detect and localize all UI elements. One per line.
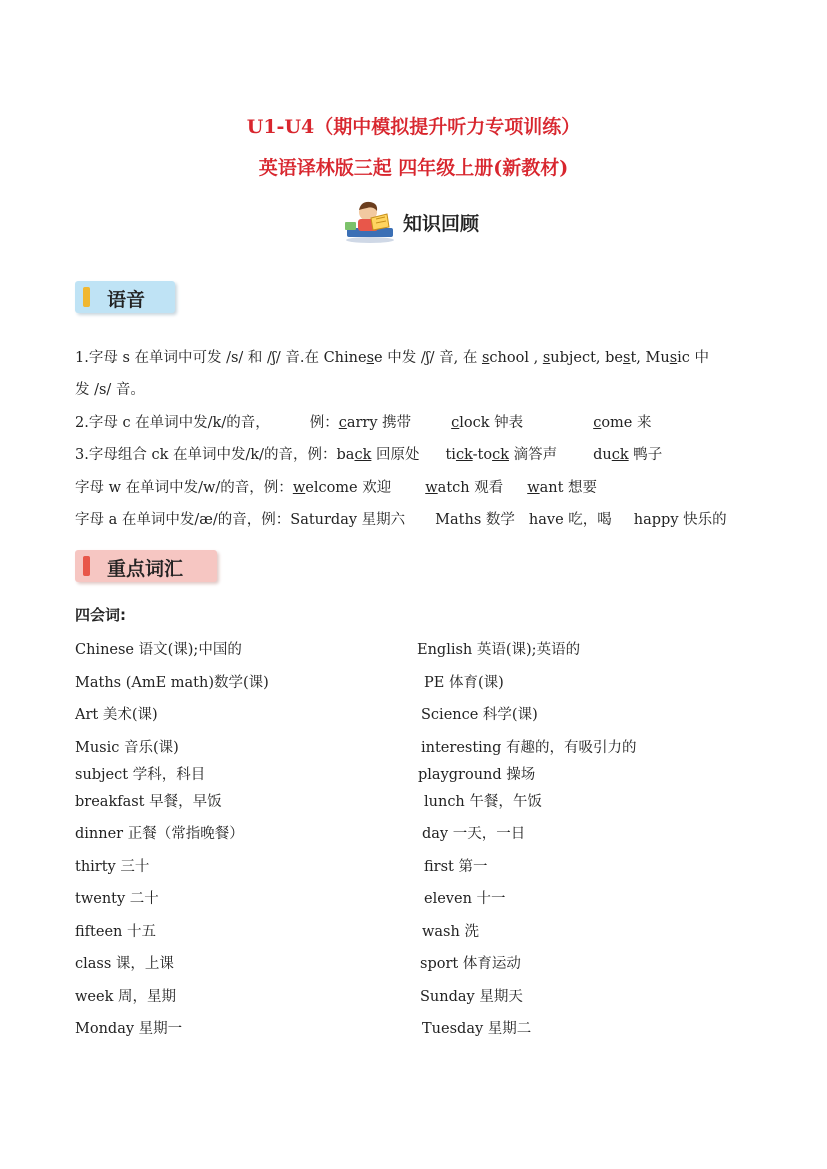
vocab-left-item: week 周，星期 [75,989,176,1005]
vocab-right-item: eleven 十一 [424,891,506,907]
vocab-right-item: lunch 午餐，午饭 [424,794,542,810]
vocab-left-item: Art 美术(课) [75,707,158,723]
vocab-left-item: dinner 正餐（常指晚餐） [75,826,244,842]
vocab-right-item: Science 科学(课) [421,707,538,723]
vocab-left-item: Maths (AmE math)数学(课) [75,675,269,691]
knowledge-review-label: 知识回顾 [403,212,480,235]
pronunciation-line-4: 字母 w 在单词中发/w/的音，例：welcome 欢迎 watch 观看 want 想要 [75,480,598,496]
vocab-left-item: thirty 三十 [75,859,150,875]
section-vocabulary-bar [75,550,217,582]
vocabulary-subheading: 四会词: [75,606,126,624]
vocab-right-item: playground 操场 [418,767,536,783]
reading-student-icon [343,200,397,244]
vocab-right-item: wash 洗 [422,924,479,940]
pronunciation-line-1-cont: 发 /s/ 音。 [75,382,145,398]
vocab-left-item: Music 音乐(课) [75,740,179,756]
section-pronunciation-title: 语音 [107,289,146,311]
pronunciation-line-2: 2.字母 c 在单词中发/k/的音， 例：carry 携带 clock 钟表 come 来 [75,415,652,431]
vocab-left-item: fifteen 十五 [75,924,156,940]
section-pronunciation-header [75,280,175,314]
vocab-right-item: interesting 有趣的，有吸引力的 [421,740,637,756]
section-vocabulary-title: 重点词汇 [107,558,184,580]
vocab-left-item: Monday 星期一 [75,1021,183,1037]
pronunciation-line-3: 3.字母组合 ck 在单词中发/k/的音，例：back 回原处 tick-tock 滴答声 duck 鸭子 [75,447,663,463]
vocab-left-item: breakfast 早餐，早饭 [75,794,222,810]
vocab-right-item: PE 体育(课) [424,675,504,691]
section-marker-icon [83,287,90,307]
document-subtitle: 英语译林版三起 四年级上册(新教材) [258,157,569,179]
vocab-right-item: sport 体育运动 [420,956,521,972]
pronunciation-line-1: 1.字母 s 在单词中可发 /s/ 和 /ʃ/ 音.在 Chinese 中发 /ʃ/ 音, 在 school , subject, best, Music 中 [75,350,710,366]
vocab-left-item: twenty 二十 [75,891,159,907]
vocab-right-item: first 第一 [424,859,488,875]
vocab-right-item: Tuesday 星期二 [422,1021,532,1037]
pronunciation-line-5: 字母 a 在单词中发/æ/的音，例：Saturday 星期六 Maths 数学 have 吃，喝 happy 快乐的 [75,512,727,528]
section-marker-icon [83,556,90,576]
vocab-left-item: subject 学科，科目 [75,767,206,783]
vocab-right-item: day 一天，一日 [422,826,526,842]
vocab-left-item: class 课，上课 [75,956,174,972]
vocab-left-item: Chinese 语文(课);中国的 [75,642,242,658]
vocab-right-item: English 英语(课);英语的 [417,642,581,658]
section-pronunciation-bar [75,281,175,313]
knowledge-review-heading [343,200,479,244]
document-title: U1-U4（期中模拟提升听力专项训练） [246,116,581,138]
section-vocabulary-header [75,549,217,583]
vocab-right-item: Sunday 星期天 [420,989,523,1005]
